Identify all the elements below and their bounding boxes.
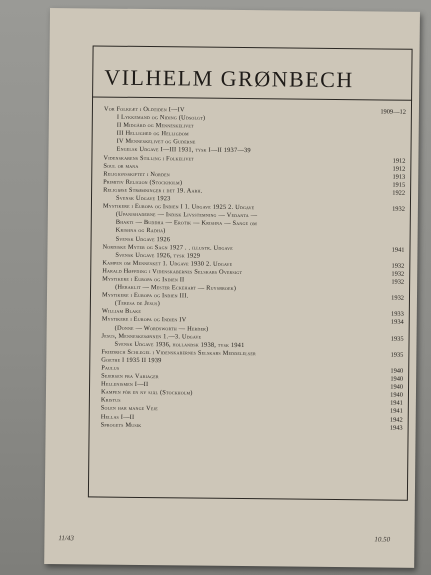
work-year: 1912 (392, 157, 406, 165)
work-title: Friedrich Schlegel i Videnskabernes Selskabs Meddelelser (101, 348, 256, 357)
work-title: (Upanishaderne — Indisk Livsstemning — Vedanta — (115, 210, 258, 220)
work-year: 1940 (390, 391, 403, 399)
work-year: 1940 (390, 375, 404, 383)
work-year: 1940 (390, 367, 404, 375)
work-title: Hellenismen I—II (101, 380, 149, 389)
work-year: 1934 (390, 319, 404, 327)
work-title: Mystikere i Europa og Indien IV (101, 315, 187, 324)
work-title: Svensk Udgave 1923 (115, 194, 171, 203)
work-title: Jesus, Menneskesønnen 1.—3. Udgave (101, 332, 202, 341)
work-title: Religionsskiftet i Norden (103, 170, 170, 179)
work-title: Nordiske Myter og Sagn 1927 . . illustr. Udgave (102, 243, 233, 252)
work-title: Krishna og Radha) (115, 227, 166, 235)
work-title: (Heraklit — Mester Eckehart — Ruysbroek) (115, 283, 237, 293)
bibliography-list (101, 106, 406, 433)
work-year: 1932 (391, 278, 405, 286)
handwritten-price: 10.50 (374, 535, 391, 544)
author-name: VILHELM GRØNBECH (104, 64, 354, 93)
work-year: 1941 (389, 408, 403, 416)
work-title: Kristus (100, 396, 121, 405)
work-year: 1935 (390, 351, 404, 359)
work-title: Hellas I—II (100, 413, 135, 421)
work-title: Kampen om Mennesket 1. Udgave 1930 2. Udgave (102, 259, 233, 268)
work-title: Paulus (101, 364, 120, 372)
work-year: 1941 (390, 399, 403, 408)
work-title: IV Menneskelivet og Guderne (116, 138, 196, 146)
work-title: Svensk Udgave 1936, hollandsk 1938, tysk 1941 (114, 340, 245, 349)
work-title: Solen har mange Veje (100, 405, 158, 413)
work-year: 1912 (392, 165, 406, 173)
work-year: 1913 (392, 173, 406, 181)
work-title: (Teresa de Jesus) (114, 299, 160, 308)
work-year: 1932 (391, 262, 405, 270)
work-title: Engelsk Udgave I—III 1931, tysk I—II 1937—39 (116, 146, 251, 155)
work-year: 1932 (392, 205, 405, 213)
work-title: I Lykkemand og Niding (Udsolgt) (116, 113, 206, 122)
work-title: III Hellighed og Helligdom (116, 129, 189, 138)
work-title: Mystikere i Europa og Indien III. (101, 291, 189, 300)
work-title: Mystikere i Europa og Indien II (102, 275, 185, 284)
book-cover (44, 8, 420, 568)
work-title: Soul or mana (103, 162, 139, 170)
work-title: Sejersen fra Variager (101, 372, 159, 381)
work-title: Goethe I 1935 II 1939 (101, 356, 162, 365)
work-title: Svensk Udgave 1926 (115, 235, 171, 243)
work-title: Videnskabens Stilling i Folkelivet (103, 154, 194, 163)
work-year: 1922 (392, 189, 406, 197)
work-title: William Blake (101, 307, 142, 316)
work-title: (Donne — Wordsworth — Herder) (114, 324, 209, 333)
work-title: Vor Folkeæt i Oldtiden I—IV (103, 105, 185, 114)
work-year: 1932 (391, 294, 405, 302)
work-title: Harald Høffding i Videnskabernes Selskabs Oversigt (102, 267, 243, 276)
work-title: II Midgård og Menneskelivet (116, 121, 194, 130)
work-title: Bhakti — Buddha — Erotik — Krishna — Sange om (115, 219, 257, 228)
work-title: Primitiv Religion (Stockholm) (103, 178, 183, 187)
work-year: 1915 (392, 181, 406, 189)
work-title: Mystikere i Europa og Indien I 1. Udgave 1925 2. Udgave (102, 202, 255, 212)
work-year: 1933 (390, 310, 404, 319)
work-year: 1932 (391, 270, 405, 278)
work-title: Religiøse Strømninger i det 19. Aarh. (103, 186, 203, 195)
work-title: Kampen för en ny själ (Stockholm) (100, 388, 193, 397)
work-year: 1909—12 (380, 108, 406, 116)
work-year: 1942 (389, 416, 403, 424)
work-year: 1935 (390, 335, 404, 343)
work-year: 1943 (389, 424, 403, 432)
work-title: Sprogets Musik (100, 421, 142, 429)
work-year: 1940 (390, 383, 404, 391)
handwritten-note-left: 11/43 (58, 534, 74, 543)
work-title: Svensk Udgave 1926, tysk 1929 (115, 251, 201, 260)
work-year: 1941 (391, 246, 405, 254)
